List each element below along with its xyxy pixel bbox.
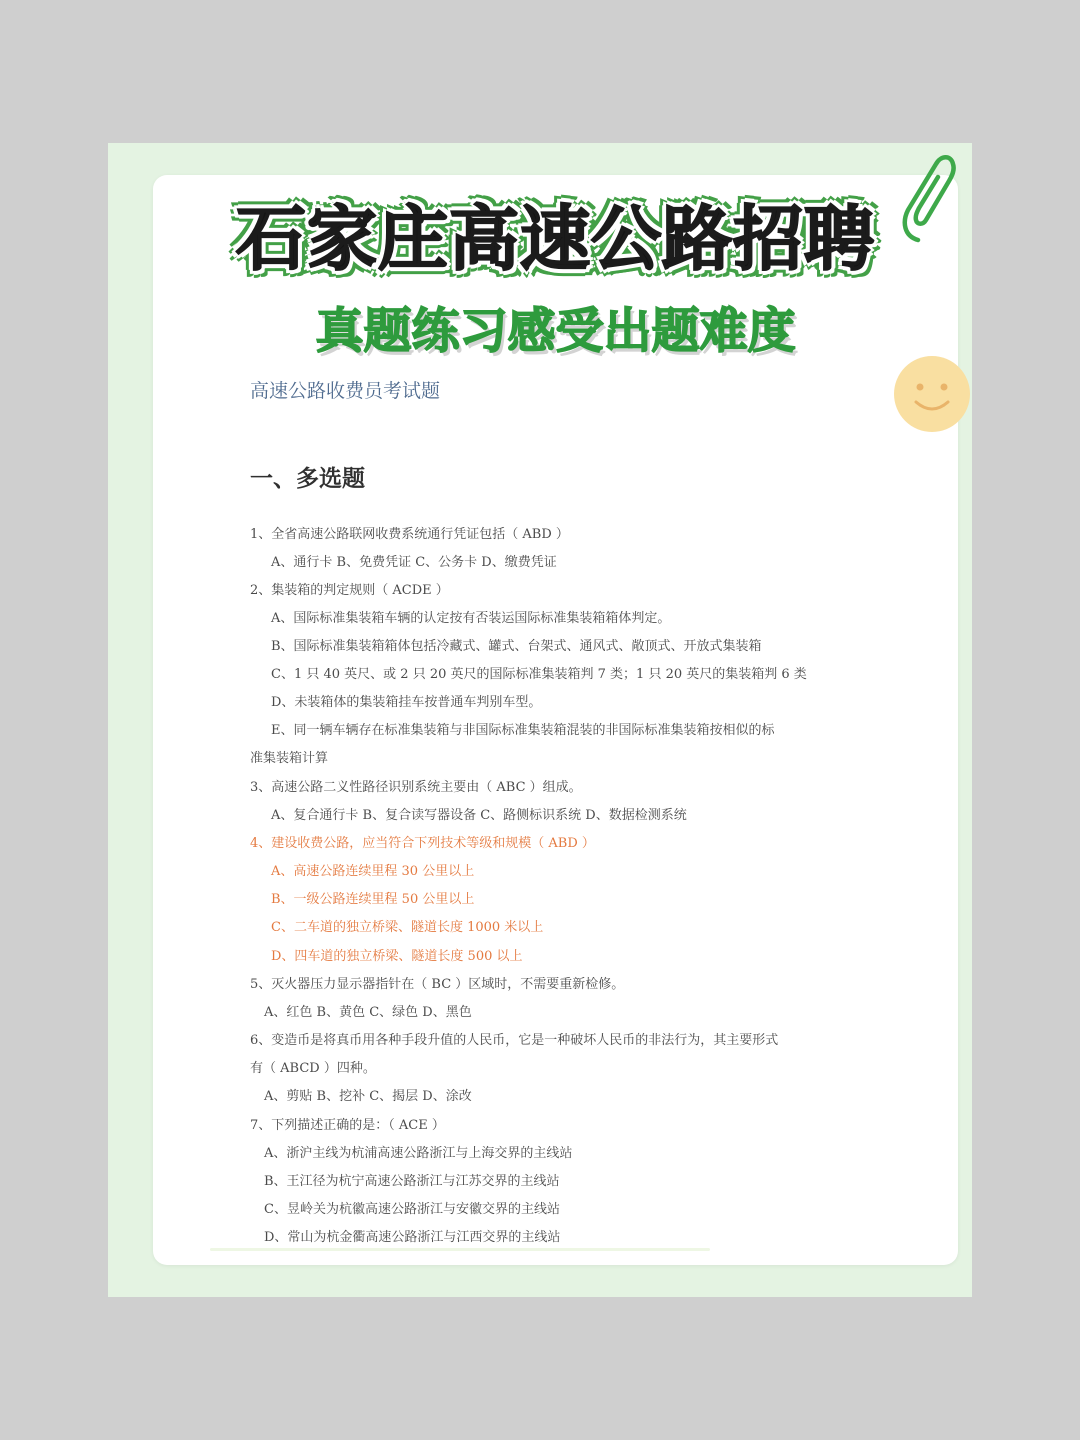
option-line: B、王江径为杭宁高速公路浙江与江苏交界的主线站 [264, 1174, 560, 1189]
option-line: A、国际标准集装箱车辆的认定按有否装运国际标准集装箱箱体判定。 [271, 611, 671, 626]
question-line: 6、变造币是将真币用各种手段升值的人民币，它是一种破坏人民币的非法行为，其主要形式 [250, 1033, 779, 1048]
option-line: A、浙沪主线为杭浦高速公路浙江与上海交界的主线站 [264, 1146, 573, 1161]
question-line-continued: 有（ ABCD ）四种。 [250, 1061, 376, 1076]
page-title: 石家庄高速公路招聘 [236, 198, 875, 280]
option-line: D、未装箱体的集装箱挂车按普通车判别车型。 [271, 695, 542, 710]
highlighted-option-line: C、二车道的独立桥梁、隧道长度 1000 米以上 [271, 920, 544, 935]
paperclip-icon [896, 150, 956, 245]
question-line: 2、集装箱的判定规则（ ACDE ） [250, 583, 449, 598]
option-line: A、复合通行卡 B、复合读写器设备 C、路侧标识系统 D、数据检测系统 [271, 808, 687, 823]
question-line: 1、全省高速公路联网收费系统通行凭证包括（ ABD ） [250, 527, 569, 542]
page-subtitle: 真题练习感受出题难度 [315, 303, 796, 359]
option-line-continued: 准集装箱计算 [250, 751, 329, 766]
highlighted-question-line: 4、建设收费公路，应当符合下列技术等级和规模（ ABD ） [250, 836, 595, 851]
option-line: E、同一辆车辆存在标准集装箱与非国际标准集装箱混装的非国际标准集装箱按相似的标 [271, 723, 775, 738]
highlighted-option-line: D、四车道的独立桥梁、隧道长度 500 以上 [271, 949, 523, 964]
option-line: A、剪贴 B、挖补 C、揭层 D、涂改 [264, 1089, 472, 1104]
highlighted-option-line: A、高速公路连续里程 30 公里以上 [271, 864, 475, 879]
question-line: 7、下列描述正确的是：（ ACE ） [250, 1118, 445, 1133]
option-line: C、昱岭关为杭徽高速公路浙江与安徽交界的主线站 [264, 1202, 560, 1217]
option-line: D、常山为杭金衢高速公路浙江与江西交界的主线站 [264, 1230, 561, 1245]
option-line: B、国际标准集装箱箱体包括冷藏式、罐式、台架式、通风式、敞顶式、开放式集装箱 [271, 639, 762, 654]
question-line: 5、灭火器压力显示器指针在（ BC ）区域时，不需要重新检修。 [250, 977, 625, 992]
section-heading: 一、多选题 [250, 465, 365, 492]
highlighted-option-line: B、一级公路连续里程 50 公里以上 [271, 892, 475, 907]
card-bottom-tint [210, 1248, 710, 1251]
option-line: A、通行卡 B、免费凭证 C、公务卡 D、缴费凭证 [271, 555, 557, 570]
option-line: C、1 只 40 英尺、或 2 只 20 英尺的国际标准集装箱判 7 类；1 只 20 英尺的集装箱判 6 类 [271, 667, 807, 682]
smiley-face-icon [892, 354, 972, 434]
question-line: 3、高速公路二义性路径识别系统主要由（ ABC ）组成。 [250, 780, 582, 795]
option-line: A、红色 B、黄色 C、绿色 D、黑色 [264, 1005, 472, 1020]
document-title: 高速公路收费员考试题 [250, 380, 441, 402]
